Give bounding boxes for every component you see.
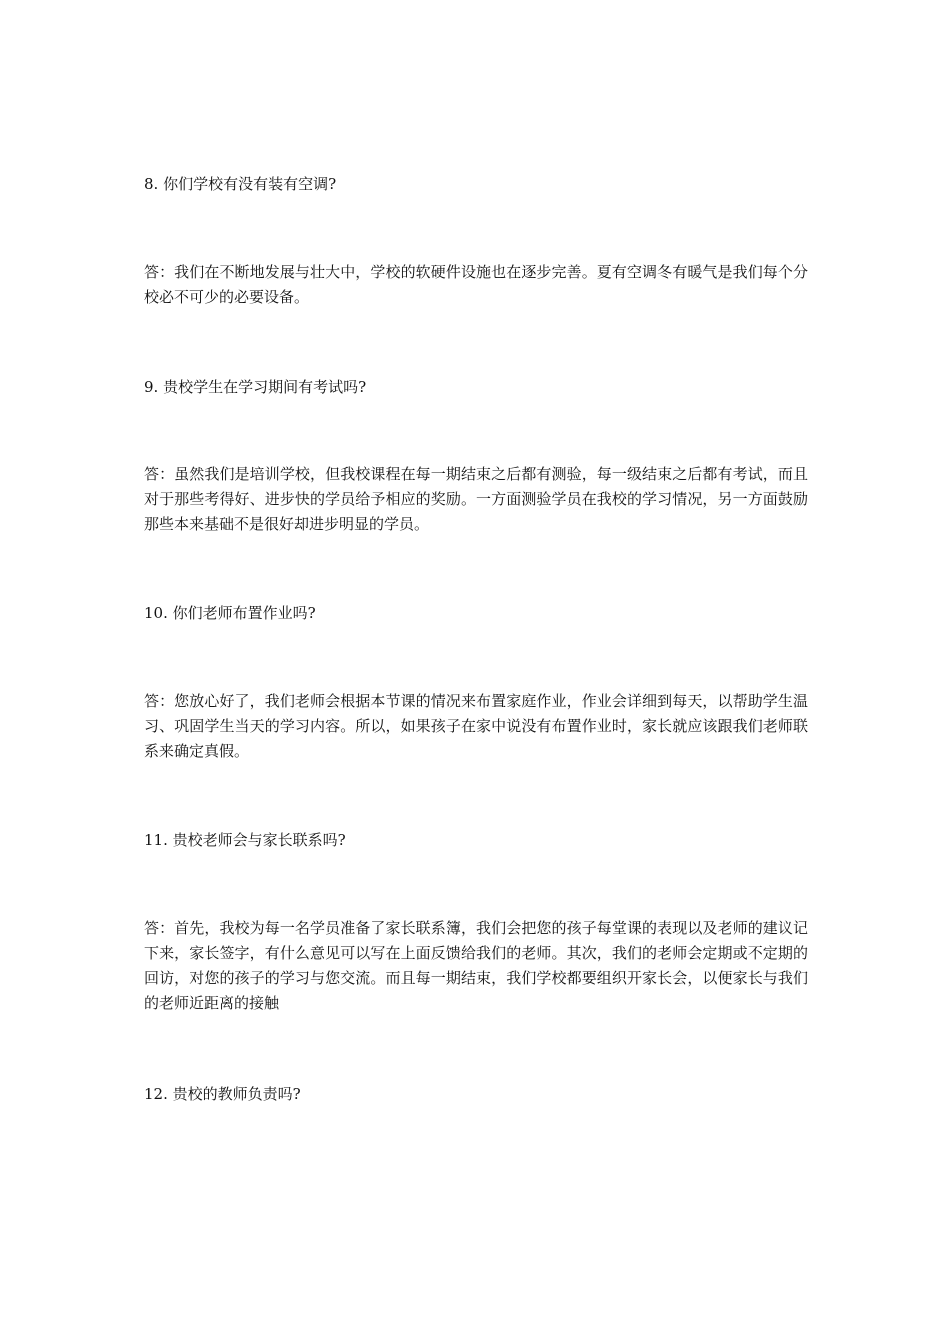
question-8: 8. 你们学校有没有装有空调?	[144, 175, 337, 193]
answer-9: 答：虽然我们是培训学校，但我校课程在每一期结束之后都有测验，每一级结束之后都有考试，而且对于那些考得好、进步快的学员给予相应的奖励。一方面测验学员在我校的学习情况，另一方面鼓励那些本来基础不是很好却进步明显的学员。	[144, 465, 808, 533]
question-9: 9. 贵校学生在学习期间有考试吗?	[144, 378, 367, 396]
answer-11: 答：首先，我校为每一名学员准备了家长联系簿，我们会把您的孩子每堂课的表现以及老师的建议记下来，家长签字，有什么意见可以写在上面反馈给我们的老师。其次，我们的老师会定期或不定期的回访，对您的孩子的学习与您交流。而且每一期结束，我们学校都要组织开家长会，以便家长与我们的老师近距离的接触	[144, 919, 808, 1012]
answer-8: 答：我们在不断地发展与壮大中，学校的软硬件设施也在逐步完善。夏有空调冬有暖气是我们每个分校必不可少的必要设备。	[144, 263, 808, 306]
question-10: 10. 你们老师布置作业吗?	[144, 604, 316, 622]
answer-10: 答：您放心好了，我们老师会根据本节课的情况来布置家庭作业，作业会详细到每天，以帮助学生温习、巩固学生当天的学习内容。所以，如果孩子在家中说没有布置作业时，家长就应该跟我们老师联系来确定真假。	[144, 692, 808, 760]
question-12: 12. 贵校的教师负责吗?	[144, 1085, 301, 1103]
question-11: 11. 贵校老师会与家长联系吗?	[144, 831, 346, 849]
